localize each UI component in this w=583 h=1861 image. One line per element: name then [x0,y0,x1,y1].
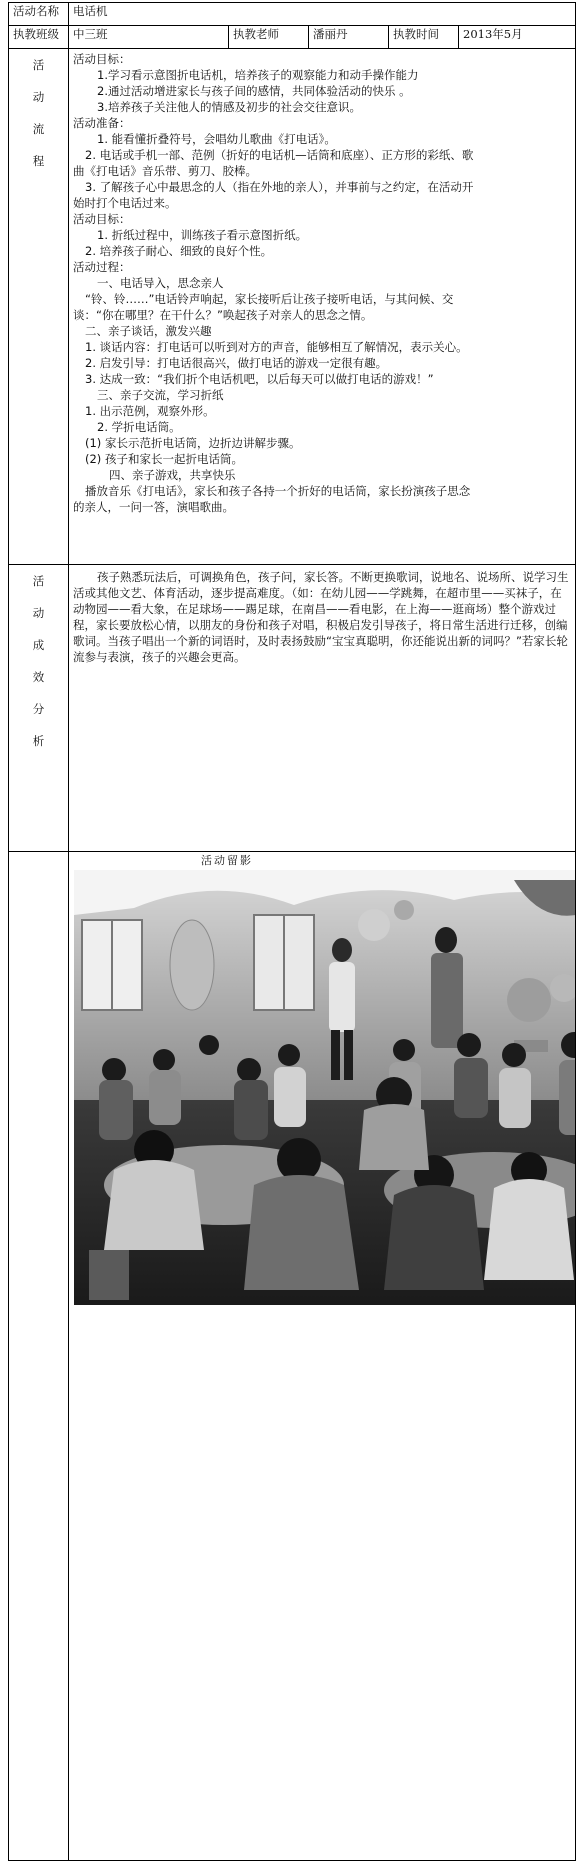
preparation-item-continued: 曲《打电话》音乐带、剪刀、胶棒。 [73,164,257,178]
step-heading: 四、亲子游戏，共享快乐 [109,468,236,482]
goals-heading: 活动目标： [73,52,131,66]
time-label: 执教时间 [389,26,459,49]
analysis-row [9,565,576,852]
goal-item: 1.学习看示意图折电话机，培养孩子的观察能力和动手操作能力 [97,68,419,82]
time-value: 2013年5月 [459,26,576,49]
step-item: 2. 启发引导：打电话很高兴，做打电话的游戏一定很有趣。 [85,356,388,370]
analysis-side-label: 活 动 成 效 分 析 [9,565,69,852]
step-text: 播放音乐《打电话》，家长和孩子各持一个折好的电话筒，家长扮演孩子思念 [85,484,471,498]
photo-side-cell [9,852,69,1861]
step-heading: 二、亲子谈话，激发兴趣 [85,324,212,338]
preparation-item-continued: 始时打个电话过来。 [73,196,177,210]
photo-row [9,852,576,1861]
photo-content [69,852,576,1861]
step-sub-item: (1) 家长示范折电话筒，边折边讲解步骤。 [85,436,301,450]
step-item: 2. 学折电话筒。 [97,420,181,434]
process-row [9,49,576,565]
step-sub-item: (2) 孩子和家长一起折电话筒。 [85,452,243,466]
goal-item: 3.培养孩子关注他人的情感及初步的社会交往意识。 [97,100,361,114]
activity-name-value: 电话机 [69,3,576,26]
photo-section-title: 活动留影 [201,854,253,867]
activity-photo-image [74,870,576,1305]
step-item: 1. 出示范例，观察外形。 [85,404,215,418]
step-item: 3. 达成一致：“我们折个电话机吧，以后每天可以做打电话的游戏！” [85,372,434,386]
goal-item: 2.通过活动增进家长与孩子间的感情，共同体验活动的快乐 。 [97,84,411,98]
preparation-item: 2. 电话或手机一部、范例（折好的电话机—话筒和底座）、正方形的彩纸、歌 [85,148,474,162]
activity-photo [74,870,576,1305]
teacher-value: 潘丽丹 [309,26,389,49]
class-value: 中三班 [69,26,229,49]
goal-item: 1. 折纸过程中，训练孩子看示意图折纸。 [97,228,308,242]
step-heading: 一、电话导入，思念亲人 [97,276,224,290]
step-item: 1. 谈话内容：打电话可以听到对方的声音，能够相互了解情况，表示关心。 [85,340,468,354]
goal-item: 2. 培养孩子耐心、细致的良好个性。 [85,244,273,258]
activity-record-table [8,2,576,1861]
preparation-heading: 活动准备： [73,116,131,130]
step-text-continued: 的亲人，一问一答，演唱歌曲。 [73,500,234,514]
header-row-activity-name [9,3,576,26]
class-label: 执教班级 [9,26,69,49]
process-content [69,49,576,565]
step-text: “铃、铃……”电话铃声响起，家长接听后让孩子接听电话，与其问候、交 [85,292,454,306]
teacher-label: 执教老师 [229,26,309,49]
preparation-item: 1. 能看懂折叠符号，会唱幼儿歌曲《打电话》。 [97,132,336,146]
process-side-label: 活 动 流 程 [9,49,69,565]
analysis-paragraph: 孩子熟悉玩法后，可调换角色，孩子问，家长答。不断更换歌词，说地名、说场所、说学习生活或其他文艺、体育活动，逐步提高难度。（如：在幼儿园——学跳舞，在超市里——买袜子，在动物园——看大象，在足球场——踢足球，在南昌——看电影，在上海——逛商场）整个游戏过程，家长要放松心情，以朋友的身份和孩子对唱，积极启发引导孩子，将日常生活进行迁移，创编歌词。当孩子唱出一个新的词语时，及时表扬鼓励“宝宝真聪明，你还能说出新的词吗？”若家长轮流参与表演，孩子的兴趣会更高。 [73,570,569,664]
activity-name-label: 活动名称 [9,3,69,26]
step-heading: 三、亲子交流，学习折纸 [97,388,224,402]
header-row-teaching-info [9,26,576,49]
analysis-content [69,565,576,852]
preparation-item: 3. 了解孩子心中最思念的人（指在外地的亲人），并事前与之约定，在活动开 [85,180,474,194]
goals-heading-2: 活动目标： [73,212,131,226]
step-text-continued: 谈：“你在哪里？在干什么？”唤起孩子对亲人的思念之情。 [73,308,373,322]
process-heading: 活动过程： [73,260,131,274]
